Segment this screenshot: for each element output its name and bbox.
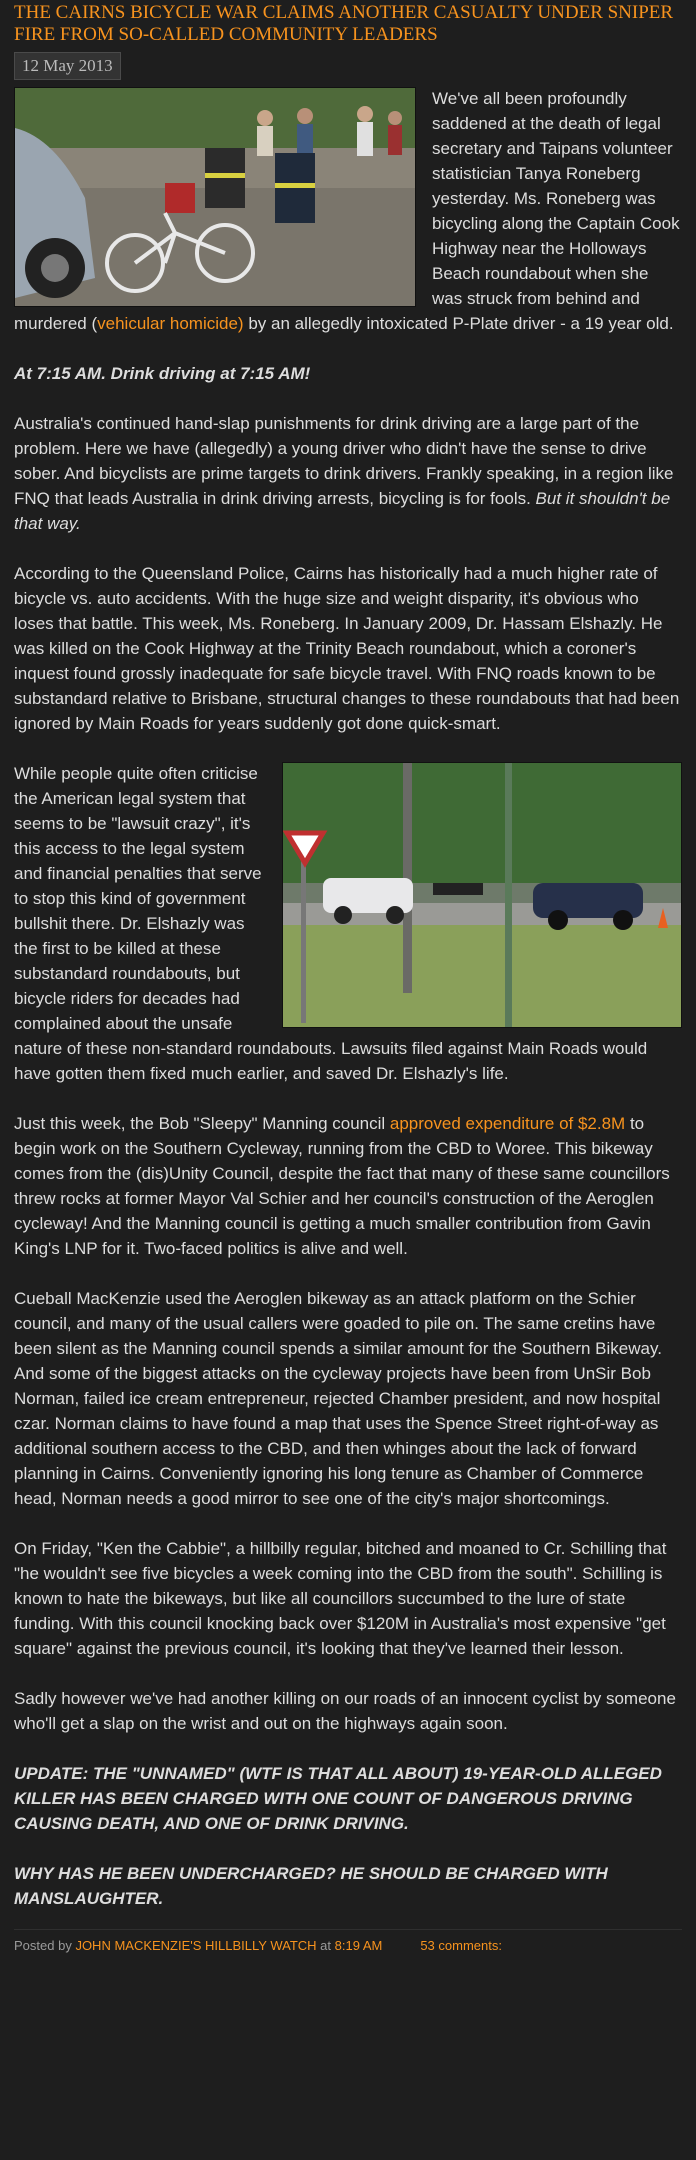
paragraph-2: At 7:15 AM. Drink driving at 7:15 AM! <box>14 364 311 383</box>
post-time-link[interactable]: 8:19 AM <box>334 1938 383 1953</box>
manslaughter-paragraph: WHY HAS HE BEEN UNDERCHARGED? HE SHOULD BE CHARGED WITH MANSLAUGHTER. <box>14 1864 608 1908</box>
paragraph-1-text-b: by an allegedly intoxicated P-Plate driver - a 19 year old. <box>243 314 674 333</box>
post-body <box>14 86 682 1911</box>
accident-scene-photo[interactable] <box>14 87 416 307</box>
vehicular-homicide-link[interactable]: vehicular homicide) <box>97 314 244 333</box>
paragraph-5: While people quite often criticise the American legal system that seems to be "lawsuit crazy", it's this access to the legal system and financial penalties that serve to stop this kind of government bullshit there. Dr. Elshazly was the first to be killed at these substandard roundabouts, but bicycle riders for decades had complained about the unsafe nature of these non-standard roundabouts. Lawsuits filed against Main Roads would have gotten them fixed much earlier, and saved Dr. Elshazly's life. <box>14 764 648 1083</box>
comments-link[interactable]: 53 comments: <box>420 1938 502 1953</box>
post-date: 12 May 2013 <box>14 52 121 80</box>
paragraph-4: According to the Queensland Police, Cairns has historically had a much higher rate of bicycle vs. auto accidents. With the huge size and weight disparity, it's obvious who loses that battle. This week, Ms. Roneberg. In January 2009, Dr. Hassam Elshazly. He was killed on the Cook Highway at the Trinity Beach roundabout, which a coroner's inquest found grossly inadequate for safe bicycle travel. With FNQ roads known to be substandard relative to Brisbane, structural changes to these roundabouts that had been ignored by Main Roads for years suddenly got done quick-smart. <box>14 564 680 733</box>
post-footer <box>14 1929 682 1953</box>
paragraph-6-text-a: Just this week, the Bob "Sleepy" Manning council <box>14 1114 390 1133</box>
posted-by-label: Posted by <box>14 1938 76 1953</box>
paragraph-9: Sadly however we've had another killing on our roads of an innocent cyclist by someone who'll get a slap on the wrist and out on the highways again soon. <box>14 1689 676 1733</box>
post-title[interactable]: THE CAIRNS BICYCLE WAR CLAIMS ANOTHER CASUALTY UNDER SNIPER FIRE FROM SO-CALLED COMMUNITY LEADERS <box>14 2 674 45</box>
paragraph-3-text: Australia's continued hand-slap punishments for drink driving are a large part of the problem. Here we have (allegedly) a young driver who didn't have the sense to drive sober. And bicyclists are prime targets to drink drivers. Frankly speaking, in a region like FNQ that leads Australia in drink driving arrests, bicycling is for fools. <box>14 414 674 508</box>
paragraph-6-text-b: to begin work on the Southern Cycleway, running from the CBD to Woree. This bikeway comes from the (dis)Unity Council, despite the fact that many of these same councillors threw rocks at former Mayor Val Schier and her council's construction of the Aeroglen cycleway! And the Manning council is getting a much smaller contribution from Gavin King's LNP for it. Two-faced politics is alive and well. <box>14 1114 670 1258</box>
expenditure-link[interactable]: approved expenditure of $2.8M <box>389 1114 626 1133</box>
paragraph-3-italic: But it shouldn't be that way. <box>14 489 671 533</box>
roundabout-photo[interactable] <box>282 762 682 1028</box>
paragraph-3 <box>14 411 682 536</box>
paragraph-7: Cueball MacKenzie used the Aeroglen bikeway as an attack platform on the Schier council, and many of the usual callers were goaded to pile on. The same cretins have been silent as the Manning council spends a similar amount for the Southern Bikeway. And some of the biggest attacks on the cycleway projects have been from UnSir Bob Norman, failed ice cream entrepreneur, rejected Chamber president, and now hospital czar. Norman claims to have found a map that uses the Spence Street right-of-way as additional southern access to the CBD, and then whinges about the lack of forward planning in Cairns. Conveniently ignoring his long tenure as Chamber of Commerce head, Norman needs a good mirror to see one of the city's major shortcomings. <box>14 1289 662 1508</box>
paragraph-8: On Friday, "Ken the Cabbie", a hillbilly regular, bitched and moaned to Cr. Schilling that "he wouldn't see five bicycles a week coming into the CBD from the south". Schilling is known to hate the bikeways, but like all councillors succumbed to the lure of state funding. With this council knocking back over $120M in Australia's most expensive "get square" against the previous council, it's looking that they've learned their lesson. <box>14 1539 667 1658</box>
at-label: at <box>316 1938 335 1953</box>
update-paragraph: UPDATE: THE "UNNAMED" (WTF IS THAT ALL ABOUT) 19-YEAR-OLD ALLEGED KILLER HAS BEEN CHARGED WITH ONE COUNT OF DANGEROUS DRIVING CAUSING DEATH, AND ONE OF DRINK DRIVING. <box>14 1764 662 1833</box>
author-link[interactable]: JOHN MACKENZIE'S HILLBILLY WATCH <box>75 1938 317 1953</box>
paragraph-6 <box>14 1111 682 1261</box>
paragraph-1-text-a: We've all been profoundly saddened at the death of legal secretary and Taipans volunteer statistician Tanya Roneberg yesterday. Ms. Roneberg was bicycling along the Captain Cook Highway near the Holloways Beach roundabout when she was struck from behind and murdered ( <box>14 89 680 333</box>
